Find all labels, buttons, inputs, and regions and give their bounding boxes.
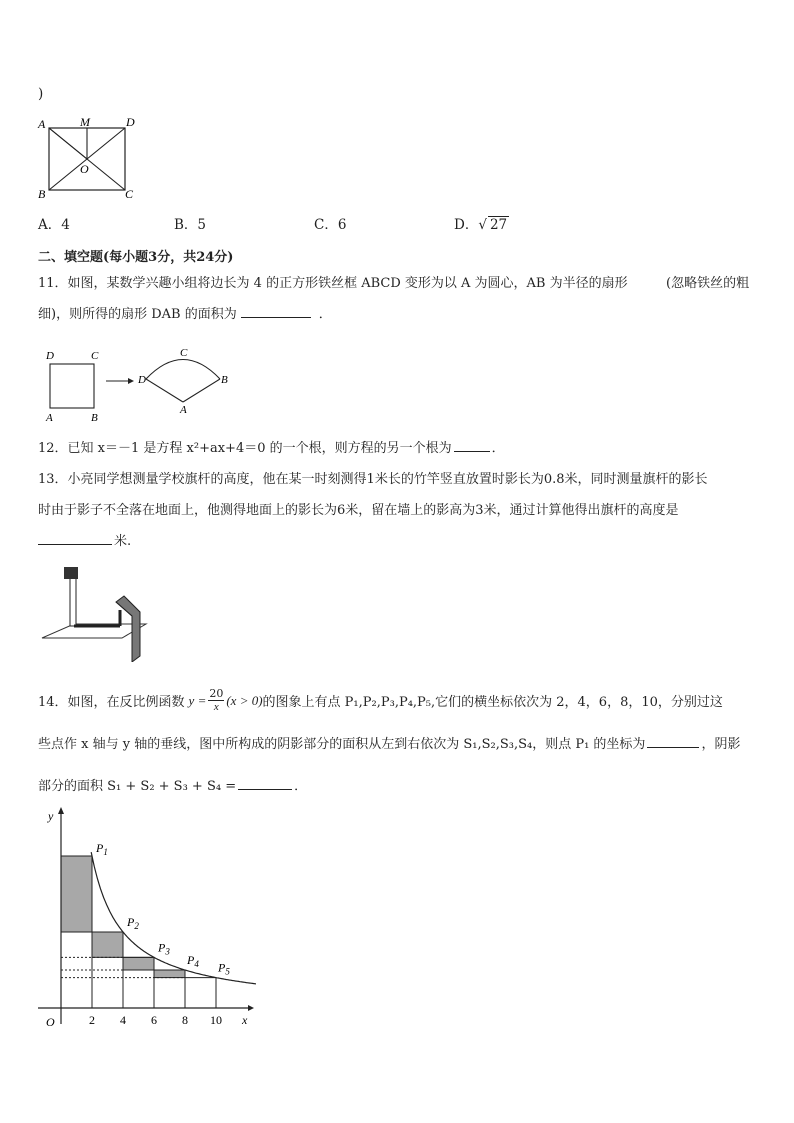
svg-text:C: C [180,347,188,359]
section-heading: 二、填空题(每小题3分，共24分) [38,250,234,265]
shaded-rect-s3 [123,957,154,970]
shaded-rect-s4 [154,970,185,978]
option-d: D．√ 27 [454,217,508,233]
point-label-p5: $P_5$ [218,960,230,977]
svg-text:C: C [91,350,99,362]
q13-line3: 米. [38,530,131,549]
option-b: B．5 [174,217,207,233]
q14-graph [34,800,256,1034]
label-O: O [80,162,89,176]
point-label-p4: $P_4$ [187,953,199,969]
svg-text:B: B [221,374,228,386]
tick-label-10: 10 [210,1013,222,1027]
option-a: A．4 [38,217,70,233]
q10-figure [34,112,144,202]
tick-label-4: 4 [120,1013,126,1027]
q10-paren: ) [38,86,44,102]
shaded-rect-s2 [92,932,123,957]
q11-figure [40,342,240,424]
label-A: A [38,117,46,131]
point-label-p3: $P_3$ [158,940,170,957]
label-B: B [38,187,46,201]
label-C: C [125,187,134,201]
svg-text:D: D [46,350,54,362]
svg-text:A: A [180,404,187,416]
point-label-p1: $P_1$ [96,841,108,857]
q14-line3: 部分的面积 S₁ + S₂ + S₃ + S₄ = ． [38,775,307,794]
svg-text:D: D [138,374,146,386]
q14-line1: 14．如图，在反比例函数 y = $\frac{20}{x}$ (x > 0) 的图象上有点 P₁,P₂,P₃,P₄,P₅,它们的横坐标依次为 2，4，6，8，10，分别过这 [38,687,723,713]
tick-label-8: 8 [182,1013,188,1027]
x-axis-label: x [242,1013,248,1027]
shaded-rect-s1 [61,856,92,932]
q13-line2: 时由于影子不全落在地面上，他测得地面上的影长为6米，留在墙上的影高为3米，通过计算他得出旗杆的高度是 [38,503,679,518]
q13-line1: 13．小亮同学想测量学校旗杆的高度，他在某一时刻测得1米长的竹竿竖直放置时影长为0.8米，同时测量旗杆的影长 [38,472,708,487]
q11-line2: 细)，则所得的扇形 DAB 的面积为 ． [38,303,332,322]
q13-figure [40,562,160,662]
tick-label-2: 2 [89,1013,95,1027]
q11-line1-tail: (忽略铁丝的粗 [666,276,750,291]
point-label-p2: $P_2$ [127,915,139,931]
q11-line1: 11．如图，某数学兴趣小组将边长为 4 的正方形铁丝框 ABCD 变形为以 A 为圆心，AB 为半径的扇形 [38,276,628,291]
svg-text:B: B [91,412,98,424]
y-axis-label: y [48,809,54,823]
tick-label-6: 6 [151,1013,157,1027]
option-c: C．6 [314,217,347,233]
label-D: D [126,115,135,129]
hyperbola-curve [91,852,256,985]
q14-line2: 些点作 x 轴与 y 轴的垂线，图中所构成的阴影部分的面积从左到右依次为 S₁,S₂,S₃,S₄，则点 P₁ 的坐标为 ，阴影 [38,733,740,752]
q12-line: 12．已知 x＝－1 是方程 x²+ax+4＝0 的一个根，则方程的另一个根为 ． [38,437,505,456]
label-M: M [80,115,90,129]
origin-label: O [46,1015,55,1029]
svg-text:A: A [46,412,53,424]
